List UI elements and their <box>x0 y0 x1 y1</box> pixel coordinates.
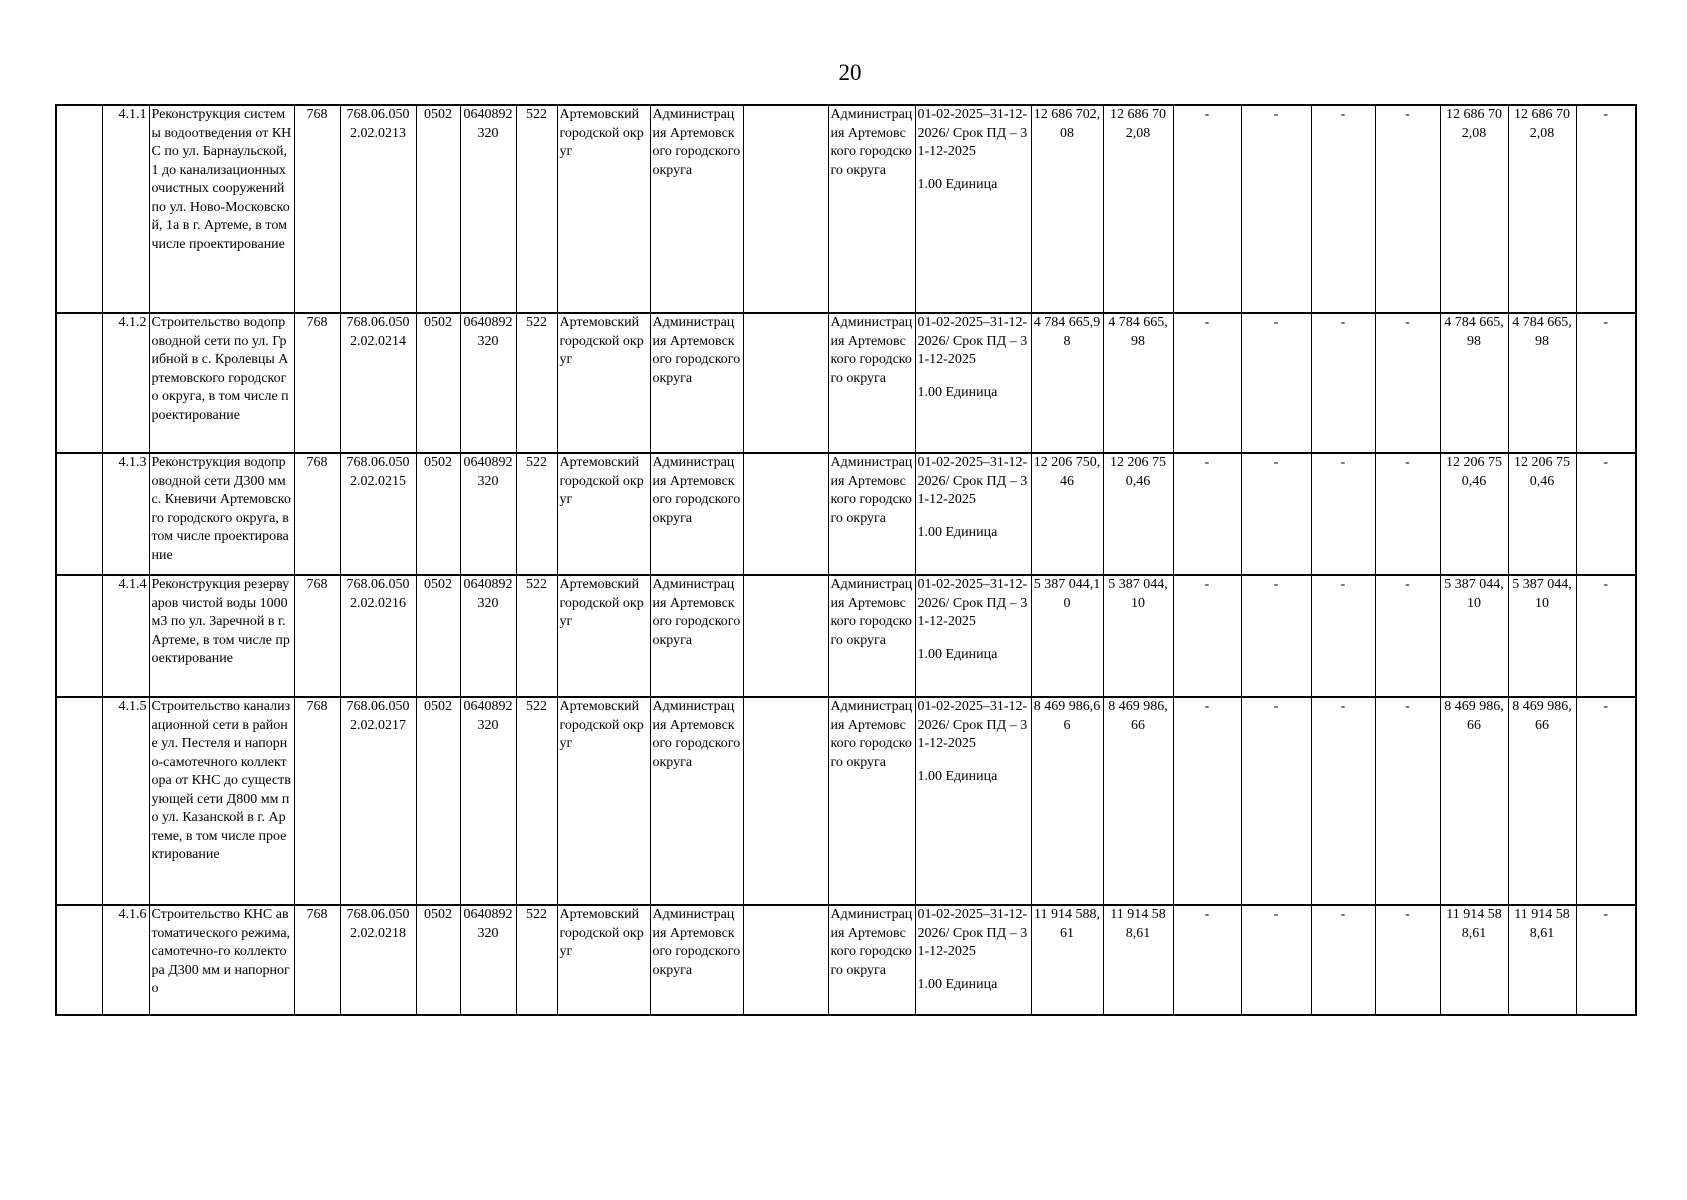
subtotal-amount: 8 469 986,66 <box>1440 697 1508 905</box>
recipient: Администрация Артемовского городского округа <box>650 313 743 453</box>
table-row <box>56 575 1636 697</box>
object-name: Строительство канализационной сети в районе ул. Пестеля и напорно-самотечного коллектора от КНС до существующей сети Д800 мм по ул. Казанской в г. Артеме, в том числе проектирование <box>149 697 294 905</box>
dash-cell: - <box>1173 697 1241 905</box>
gr-code: 768 <box>294 453 340 575</box>
objects-table <box>55 104 1637 1016</box>
municipality: Артемовский городской округ <box>557 105 650 313</box>
subtotal-amount: 11 914 588,61 <box>1440 905 1508 1015</box>
dash-cell: - <box>1241 105 1311 313</box>
page-number: 20 <box>838 60 862 85</box>
year-amount: 4 784 665,98 <box>1103 313 1173 453</box>
dash-cell: - <box>1576 905 1636 1015</box>
table-row <box>56 697 1636 905</box>
total-amount: 12 686 702,08 <box>1031 105 1103 313</box>
dash-cell: - <box>1173 453 1241 575</box>
table-body <box>56 105 1636 1015</box>
period-and-result <box>915 905 1031 1015</box>
csr-code: 0640892320 <box>460 905 516 1015</box>
period-and-result <box>915 697 1031 905</box>
blank-cell <box>56 453 102 575</box>
vr-code: 522 <box>516 697 557 905</box>
object-name: Строительство КНС автоматического режима, самотечно-го коллектора Д300 мм и напорного <box>149 905 294 1015</box>
total-amount: 12 206 750,46 <box>1031 453 1103 575</box>
row-number: 4.1.3 <box>102 453 149 575</box>
result-text: 1.00 Единица <box>917 646 998 662</box>
gr-code: 768 <box>294 697 340 905</box>
year-amount: 11 914 588,61 <box>1103 905 1173 1015</box>
section-code: 0502 <box>416 575 460 697</box>
dash-cell: - <box>1311 453 1375 575</box>
blank-cell <box>56 905 102 1015</box>
result-text: 1.00 Единица <box>917 976 998 992</box>
result-text: 1.00 Единица <box>917 176 998 192</box>
section-code: 0502 <box>416 313 460 453</box>
year-amount: 5 387 044,10 <box>1103 575 1173 697</box>
municipality: Артемовский городской округ <box>557 575 650 697</box>
blank-cell <box>56 313 102 453</box>
municipality: Артемовский городской округ <box>557 453 650 575</box>
dash-cell: - <box>1576 313 1636 453</box>
period-text: 01-02-2025–31-12-2026/ Срок ПД – 31-12-2025 <box>917 907 1028 959</box>
total-amount: 5 387 044,10 <box>1031 575 1103 697</box>
row-number: 4.1.6 <box>102 905 149 1015</box>
period-and-result <box>915 105 1031 313</box>
section-code: 0502 <box>416 697 460 905</box>
row-number: 4.1.4 <box>102 575 149 697</box>
dash-cell: - <box>1241 905 1311 1015</box>
municipality: Артемовский городской округ <box>557 697 650 905</box>
section-code: 0502 <box>416 905 460 1015</box>
period-text: 01-02-2025–31-12-2026/ Срок ПД – 31-12-2025 <box>917 107 1028 159</box>
dash-cell: - <box>1375 905 1440 1015</box>
empty-cell <box>743 905 828 1015</box>
table-row <box>56 105 1636 313</box>
period-and-result <box>915 575 1031 697</box>
executor: Администрация Артемовского городского округа <box>828 697 915 905</box>
executor: Администрация Артемовского городского округа <box>828 313 915 453</box>
row-number: 4.1.2 <box>102 313 149 453</box>
dash-cell: - <box>1173 313 1241 453</box>
gr-code: 768 <box>294 105 340 313</box>
dash-cell: - <box>1311 905 1375 1015</box>
result-text: 1.00 Единица <box>917 768 998 784</box>
dash-cell: - <box>1375 697 1440 905</box>
target-code: 768.06.0502.02.0216 <box>340 575 416 697</box>
vr-code: 522 <box>516 313 557 453</box>
object-name: Реконструкция водопроводной сети Д300 мм с. Кневичи Артемовского городского округа, в том числе проектирование <box>149 453 294 575</box>
executor: Администрация Артемовского городского округа <box>828 575 915 697</box>
recipient: Администрация Артемовского городского округа <box>650 105 743 313</box>
dash-cell: - <box>1173 905 1241 1015</box>
dash-cell: - <box>1241 697 1311 905</box>
dash-cell: - <box>1576 697 1636 905</box>
dash-cell: - <box>1241 575 1311 697</box>
dash-cell: - <box>1375 105 1440 313</box>
object-name: Реконструкция резервуаров чистой воды 1000 м3 по ул. Заречной в г. Артеме, в том числе проектирование <box>149 575 294 697</box>
table-row <box>56 905 1636 1015</box>
dash-cell: - <box>1311 697 1375 905</box>
year-amount: 12 206 750,46 <box>1103 453 1173 575</box>
dash-cell: - <box>1173 105 1241 313</box>
executor: Администрация Артемовского городского округа <box>828 905 915 1015</box>
executor: Администрация Артемовского городского округа <box>828 453 915 575</box>
target-code: 768.06.0502.02.0217 <box>340 697 416 905</box>
program-amount: 8 469 986,66 <box>1508 697 1576 905</box>
empty-cell <box>743 453 828 575</box>
program-amount: 5 387 044,10 <box>1508 575 1576 697</box>
gr-code: 768 <box>294 905 340 1015</box>
csr-code: 0640892320 <box>460 575 516 697</box>
empty-cell <box>743 575 828 697</box>
period-text: 01-02-2025–31-12-2026/ Срок ПД – 31-12-2025 <box>917 455 1028 507</box>
recipient: Администрация Артемовского городского округа <box>650 575 743 697</box>
dash-cell: - <box>1375 575 1440 697</box>
recipient: Администрация Артемовского городского округа <box>650 453 743 575</box>
blank-cell <box>56 575 102 697</box>
section-code: 0502 <box>416 453 460 575</box>
blank-cell <box>56 697 102 905</box>
target-code: 768.06.0502.02.0218 <box>340 905 416 1015</box>
subtotal-amount: 12 686 702,08 <box>1440 105 1508 313</box>
vr-code: 522 <box>516 453 557 575</box>
target-code: 768.06.0502.02.0214 <box>340 313 416 453</box>
csr-code: 0640892320 <box>460 453 516 575</box>
csr-code: 0640892320 <box>460 105 516 313</box>
gr-code: 768 <box>294 575 340 697</box>
program-amount: 4 784 665,98 <box>1508 313 1576 453</box>
object-name: Строительство водопроводной сети по ул. Грибной в с. Кролевцы Артемовского городского округа, в том числе проектирование <box>149 313 294 453</box>
dash-cell: - <box>1375 313 1440 453</box>
vr-code: 522 <box>516 575 557 697</box>
dash-cell: - <box>1173 575 1241 697</box>
period-text: 01-02-2025–31-12-2026/ Срок ПД – 31-12-2025 <box>917 699 1028 751</box>
program-amount: 12 206 750,46 <box>1508 453 1576 575</box>
municipality: Артемовский городской округ <box>557 313 650 453</box>
dash-cell: - <box>1375 453 1440 575</box>
dash-cell: - <box>1576 575 1636 697</box>
vr-code: 522 <box>516 105 557 313</box>
vr-code: 522 <box>516 905 557 1015</box>
row-number: 4.1.1 <box>102 105 149 313</box>
section-code: 0502 <box>416 105 460 313</box>
result-text: 1.00 Единица <box>917 384 998 400</box>
program-amount: 12 686 702,08 <box>1508 105 1576 313</box>
dash-cell: - <box>1311 575 1375 697</box>
subtotal-amount: 4 784 665,98 <box>1440 313 1508 453</box>
empty-cell <box>743 313 828 453</box>
empty-cell <box>743 697 828 905</box>
total-amount: 8 469 986,66 <box>1031 697 1103 905</box>
dash-cell: - <box>1576 453 1636 575</box>
subtotal-amount: 5 387 044,10 <box>1440 575 1508 697</box>
csr-code: 0640892320 <box>460 697 516 905</box>
year-amount: 8 469 986,66 <box>1103 697 1173 905</box>
row-number: 4.1.5 <box>102 697 149 905</box>
period-and-result <box>915 453 1031 575</box>
table-row <box>56 453 1636 575</box>
target-code: 768.06.0502.02.0213 <box>340 105 416 313</box>
target-code: 768.06.0502.02.0215 <box>340 453 416 575</box>
year-amount: 12 686 702,08 <box>1103 105 1173 313</box>
dash-cell: - <box>1241 453 1311 575</box>
period-and-result <box>915 313 1031 453</box>
blank-cell <box>56 105 102 313</box>
executor: Администрация Артемовского городского округа <box>828 105 915 313</box>
total-amount: 4 784 665,98 <box>1031 313 1103 453</box>
dash-cell: - <box>1311 105 1375 313</box>
period-text: 01-02-2025–31-12-2026/ Срок ПД – 31-12-2025 <box>917 315 1028 367</box>
object-name: Реконструкция системы водоотведения от КНС по ул. Барнаульской, 1 до канализационных очистных сооружений по ул. Ново-Московской, 1а в г. Артеме, в том числе проектирование <box>149 105 294 313</box>
subtotal-amount: 12 206 750,46 <box>1440 453 1508 575</box>
total-amount: 11 914 588,61 <box>1031 905 1103 1015</box>
recipient: Администрация Артемовского городского округа <box>650 697 743 905</box>
gr-code: 768 <box>294 313 340 453</box>
csr-code: 0640892320 <box>460 313 516 453</box>
result-text: 1.00 Единица <box>917 524 998 540</box>
dash-cell: - <box>1576 105 1636 313</box>
period-text: 01-02-2025–31-12-2026/ Срок ПД – 31-12-2025 <box>917 577 1028 629</box>
municipality: Артемовский городской округ <box>557 905 650 1015</box>
table-row <box>56 313 1636 453</box>
dash-cell: - <box>1241 313 1311 453</box>
dash-cell: - <box>1311 313 1375 453</box>
program-amount: 11 914 588,61 <box>1508 905 1576 1015</box>
empty-cell <box>743 105 828 313</box>
recipient: Администрация Артемовского городского округа <box>650 905 743 1015</box>
